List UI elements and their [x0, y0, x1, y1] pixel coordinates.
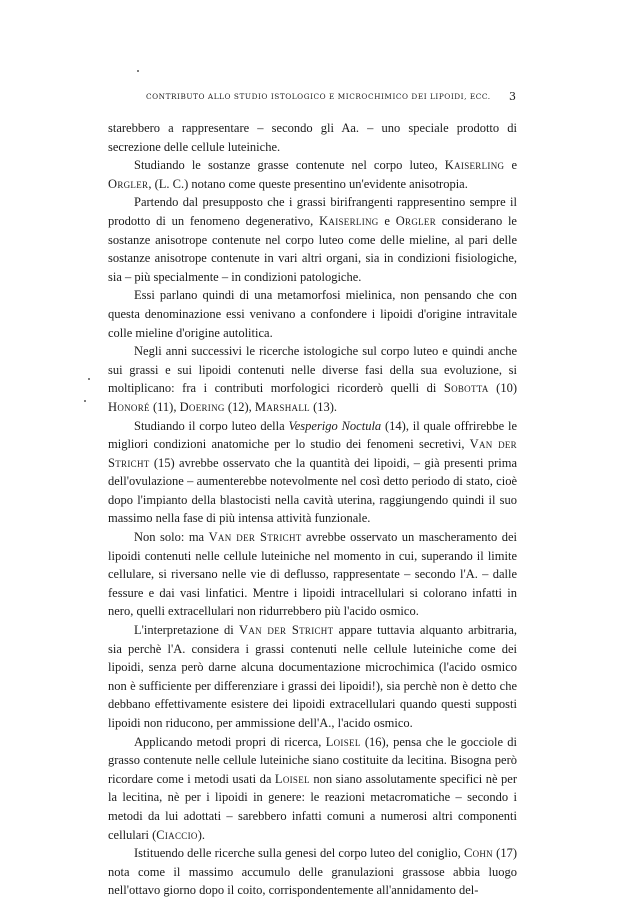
author-name: Kaiserling	[444, 158, 505, 173]
text-run: , (L. C.) notano come queste presentino un'evidente anisotropia.	[148, 176, 468, 191]
text-run: avrebbe osservato un mascheramento dei lipoidi contenuti nelle cellule luteiniche nel momento in cui, superando il limite cellulare, si riversano nelle vie di deflusso, rappresentate – secondo l'A. – dalle fessure e dai vasi linfatici. Mentre i lipoidi intracellulari si colorano infatti in nero, quelli extracellulari non ridurrebbero più l'acido osmico.	[108, 530, 517, 619]
text-run: ).	[197, 827, 205, 842]
text-run: (14), il quale offrirebbe le migliori condizioni anatomiche per lo studio dei fenomeni secretivi,	[108, 418, 518, 452]
text-run: Essi parlano quindi di una metamorfosi mielinica, non pensando che con questa denominazione essi venivano a confondere i lipoidi d'origine intravitale colle mieline d'origine autolitica.	[108, 288, 517, 340]
paragraph	[108, 286, 517, 342]
text-run: non siano assolutamente specifici nè per la lecitina, nè per i lipoidi in genere: le reazioni metacromatiche – secondo i metodi da lui adottati – sarebbero infatti comuni a numerosi altri componenti cellulari (	[108, 771, 517, 842]
paragraph	[108, 417, 517, 529]
text-run: (11),	[149, 399, 180, 414]
print-speck	[137, 70, 139, 72]
paragraph	[108, 528, 517, 621]
text-run: (10)	[488, 381, 517, 396]
author-name: Ciaccio	[156, 827, 198, 842]
text-run: (12),	[224, 399, 255, 414]
author-name: Marshall	[254, 399, 310, 414]
text-run: Partendo dal presupposto che i grassi birifrangenti rappresentino sempre il prodotto di un fenomeno degenerativo,	[108, 195, 517, 228]
author-name: Loisel	[274, 771, 310, 786]
paragraph	[108, 733, 517, 845]
text-run: Applicando metodi propri di ricerca,	[134, 734, 326, 749]
print-speck	[88, 378, 90, 380]
text-run: (17) nota come il massimo accumulo delle granulazioni grassose abbia luogo nell'ottavo giorno dopo il coito, corrispondentemente all'annidamento del-	[108, 846, 517, 898]
text-run: appare tuttavia alquanto arbitraria, sia perchè l'A. considera i grassi contenuti nelle cellule luteiniche come dei lipoidi, senza però darne alcuna documentazione microchimica (l'acido osmico non è sufficiente per differenziare i grassi dei lipoidi!), sia perchè non è detto che debbano effettivamente esistere dei lipoidi extracellulari quando questi supposti lipoidi non riducono, per ammissione dell'A., l'acido osmico.	[108, 623, 518, 730]
text-run: (15) avrebbe osservato che la quantità dei lipoidi, – già presenti prima dell'ovulazione – aumenterebbe notevolmente nel così detto periodo di stato, cioè dopo l'impianto della blastocisti nella cavità uterina, raggiungendo quindi il suo massimo nella fase di più intensa attività funzionale.	[108, 455, 517, 526]
paragraph	[108, 844, 517, 900]
text-run: Negli anni successivi le ricerche istologiche sul corpo luteo e quindi anche sui grassi e sui lipoidi contenuti nelle diverse fasi della sua evoluzione, si moltiplicano: fra i contributi morfologici ricorderò quelli di	[108, 344, 517, 396]
species-name: Vesperigo Noctula	[288, 418, 382, 433]
paragraph	[108, 119, 517, 156]
paragraph	[108, 193, 517, 286]
running-header	[108, 90, 516, 104]
text-run: Studiando le sostanze grasse contenute nel corpo luteo,	[134, 158, 445, 173]
author-name: Loisel	[325, 734, 361, 749]
text-run: e	[504, 158, 517, 173]
text-run: Studiando il corpo luteo della	[134, 418, 289, 433]
print-speck	[84, 400, 86, 402]
author-name: Orgler	[108, 176, 149, 191]
author-name: Van der Stricht	[108, 437, 517, 470]
paragraph	[108, 156, 517, 193]
paragraph	[108, 342, 517, 416]
author-name: Van der Stricht	[239, 623, 334, 638]
paragraph	[108, 621, 517, 733]
text-run: Non solo: ma	[134, 530, 209, 545]
author-name: Sobotta	[443, 381, 489, 396]
body-text	[108, 119, 517, 900]
text-run: L'interpretazione di	[134, 623, 239, 638]
author-name: Van der Stricht	[208, 530, 302, 545]
text-run: (16), pensa che le gocciole di grasso contenute nelle cellule luteiniche siano costituite da lecitina. Bisogna però ricordare come i metodi usati da	[108, 734, 517, 786]
author-name: Cohn	[463, 846, 493, 861]
author-name: Doering	[179, 399, 225, 414]
text-run: e	[378, 213, 396, 228]
author-name: Kaiserling	[319, 213, 379, 228]
text-run: (13).	[309, 399, 338, 414]
text-run: considerano le sostanze anisotrope contenute nel corpo luteo come delle mieline, al pari delle sostanze anisotrope contenute in vari altri organi, sia in condizioni fisiologiche, sia – più specialmente – in condizioni patologiche.	[108, 213, 517, 284]
running-header-title: CONTRIBUTO ALLO STUDIO ISTOLOGICO E MICROCHIMICO DEI LIPOIDI, ECC.	[146, 92, 491, 101]
author-name: Honoré	[108, 399, 150, 414]
text-run: starebbero a rappresentare – secondo gli Aa. – uno speciale prodotto di secrezione delle cellule luteiniche.	[108, 121, 517, 154]
page-number: 3	[509, 90, 516, 103]
author-name: Orgler	[395, 213, 437, 228]
text-run: Istituendo delle ricerche sulla genesi del corpo luteo del coniglio,	[134, 846, 464, 861]
